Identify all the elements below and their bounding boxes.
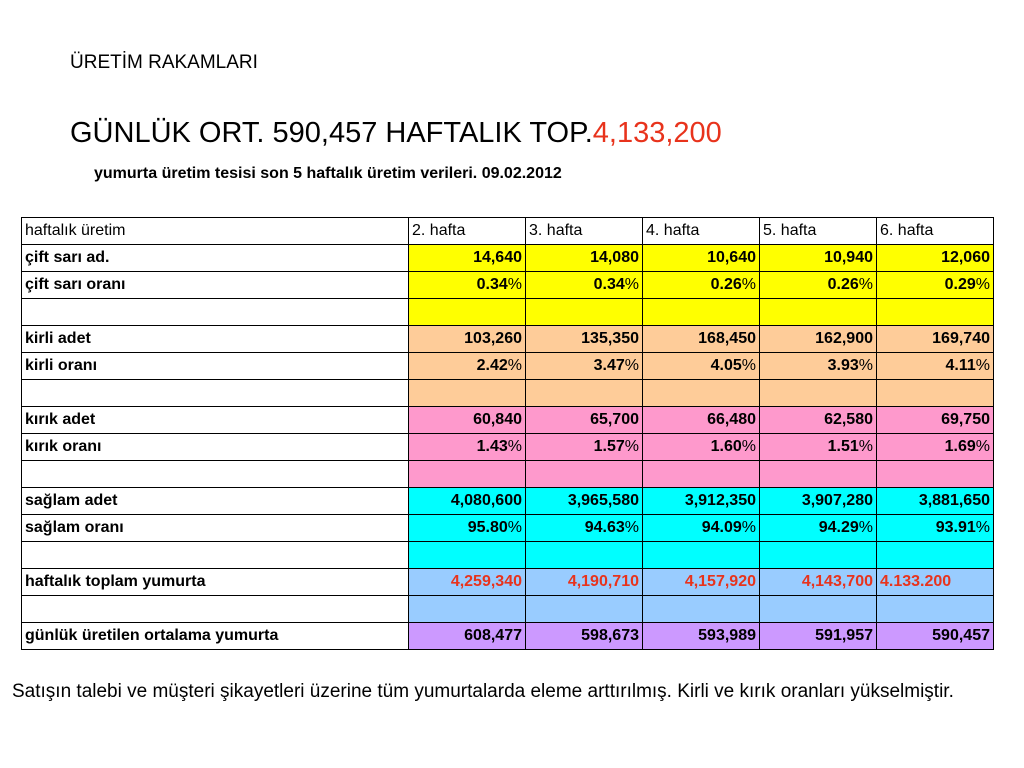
- empty-cell: [643, 299, 760, 326]
- value-text: 60,840: [473, 411, 522, 428]
- spacer-row: [22, 299, 994, 326]
- value-text: 69,750: [941, 411, 990, 428]
- empty-cell: [643, 542, 760, 569]
- value-cell: [526, 488, 643, 515]
- value-text: 4.133.200: [880, 573, 952, 590]
- value-cell: [877, 407, 994, 434]
- row-label: kırık adet: [22, 407, 409, 434]
- value-cell: [643, 353, 760, 380]
- value-cell: [526, 272, 643, 299]
- value-text: 4,259,340: [450, 573, 522, 590]
- spacer-row: [22, 596, 994, 623]
- value-cell: [877, 434, 994, 461]
- value-cell: [643, 515, 760, 542]
- value-text: 4.05: [710, 357, 742, 374]
- header-cell-week: 5. hafta: [760, 218, 877, 245]
- value-cell: [526, 245, 643, 272]
- percent-sign: %: [858, 438, 873, 455]
- value-cell: [526, 515, 643, 542]
- empty-cell: [643, 596, 760, 623]
- empty-cell: [526, 596, 643, 623]
- row-label: kırık oranı: [22, 434, 409, 461]
- value-cell: [643, 488, 760, 515]
- empty-cell: [526, 461, 643, 488]
- empty-cell: [409, 461, 526, 488]
- value-cell: [877, 488, 994, 515]
- value-cell: [760, 326, 877, 353]
- percent-sign: %: [741, 276, 756, 293]
- value-cell: [643, 434, 760, 461]
- empty-cell: [526, 299, 643, 326]
- value-text: 590,457: [932, 627, 990, 644]
- value-text: 1.60: [710, 438, 742, 455]
- value-cell: [760, 488, 877, 515]
- value-cell: [526, 434, 643, 461]
- empty-cell: [760, 461, 877, 488]
- value-cell: [760, 569, 877, 596]
- table-header-row: [22, 218, 994, 245]
- value-text: 4,143,700: [801, 573, 873, 590]
- row-label: çift sarı ad.: [22, 245, 409, 272]
- value-text: 1.43: [476, 438, 508, 455]
- value-text: 4,190,710: [567, 573, 639, 590]
- empty-cell: [22, 299, 409, 326]
- value-text: 1.57: [593, 438, 625, 455]
- value-text: 168,450: [698, 330, 756, 347]
- empty-cell: [760, 299, 877, 326]
- value-text: 3,912,350: [684, 492, 756, 509]
- value-text: 66,480: [707, 411, 756, 428]
- value-text: 12,060: [941, 249, 990, 266]
- table-row-haftalik-toplam: [22, 569, 994, 596]
- value-text: 103,260: [464, 330, 522, 347]
- value-cell: [409, 488, 526, 515]
- percent-sign: %: [741, 519, 756, 536]
- percent-sign: %: [741, 438, 756, 455]
- value-text: 0.34: [593, 276, 625, 293]
- value-cell: [760, 353, 877, 380]
- value-text: 0.26: [710, 276, 742, 293]
- percent-sign: %: [507, 276, 522, 293]
- empty-cell: [877, 596, 994, 623]
- percent-sign: %: [507, 357, 522, 374]
- value-cell: [409, 326, 526, 353]
- value-text: 62,580: [824, 411, 873, 428]
- value-cell: [877, 353, 994, 380]
- value-cell: [526, 569, 643, 596]
- value-text: 0.34: [476, 276, 508, 293]
- value-text: 4,080,600: [450, 492, 522, 509]
- empty-cell: [22, 542, 409, 569]
- value-cell: [643, 407, 760, 434]
- value-cell: [760, 623, 877, 650]
- value-cell: [526, 623, 643, 650]
- value-cell: [760, 245, 877, 272]
- value-text: 591,957: [815, 627, 873, 644]
- value-cell: [760, 515, 877, 542]
- empty-cell: [877, 299, 994, 326]
- value-cell: [643, 272, 760, 299]
- value-cell: [526, 326, 643, 353]
- value-cell: [643, 623, 760, 650]
- value-cell: [877, 326, 994, 353]
- summary-title-main: GÜNLÜK ORT. 590,457 HAFTALIK TOP.: [70, 117, 593, 149]
- table-row-cift-sari-ad: [22, 245, 994, 272]
- value-text: 14,640: [473, 249, 522, 266]
- value-cell: [760, 434, 877, 461]
- value-cell: [877, 569, 994, 596]
- value-text: 593,989: [698, 627, 756, 644]
- percent-sign: %: [975, 519, 990, 536]
- table-row-kirli-orani: [22, 353, 994, 380]
- value-cell: [643, 245, 760, 272]
- empty-cell: [643, 380, 760, 407]
- header-cell-week: 2. hafta: [409, 218, 526, 245]
- percent-sign: %: [624, 276, 639, 293]
- value-text: 3.93: [827, 357, 859, 374]
- percent-sign: %: [975, 276, 990, 293]
- value-text: 608,477: [464, 627, 522, 644]
- summary-title: [70, 117, 722, 150]
- row-label: kirli oranı: [22, 353, 409, 380]
- table-row-kirli-adet: [22, 326, 994, 353]
- table-row-cift-sari-orani: [22, 272, 994, 299]
- value-cell: [760, 272, 877, 299]
- empty-cell: [526, 542, 643, 569]
- footnote: Satışın talebi ve müşteri şikayetleri üzerine tüm yumurtalarda eleme arttırılmış. Kirli ve kırık oranları yükselmiştir.: [12, 681, 954, 702]
- empty-cell: [409, 299, 526, 326]
- percent-sign: %: [624, 438, 639, 455]
- value-text: 4.11: [945, 357, 976, 374]
- percent-sign: %: [858, 276, 873, 293]
- value-cell: [526, 407, 643, 434]
- percent-sign: %: [624, 519, 639, 536]
- row-label: çift sarı oranı: [22, 272, 409, 299]
- summary-title-weekly-total: 4,133,200: [592, 117, 722, 149]
- empty-cell: [22, 461, 409, 488]
- percent-sign: %: [507, 438, 522, 455]
- value-cell: [409, 353, 526, 380]
- value-text: 3.47: [593, 357, 625, 374]
- value-cell: [409, 569, 526, 596]
- table-row-gunluk-ortalama: [22, 623, 994, 650]
- value-text: 93.91: [935, 519, 976, 536]
- value-cell: [409, 515, 526, 542]
- spacer-row: [22, 380, 994, 407]
- value-text: 3,881,650: [918, 492, 990, 509]
- value-cell: [409, 434, 526, 461]
- row-label: günlük üretilen ortalama yumurta: [22, 623, 409, 650]
- row-label: kirli adet: [22, 326, 409, 353]
- value-text: 65,700: [590, 411, 639, 428]
- value-text: 169,740: [932, 330, 990, 347]
- value-text: 1.69: [944, 438, 976, 455]
- value-text: 0.29: [944, 276, 976, 293]
- table-row-kirik-adet: [22, 407, 994, 434]
- header-cell-week: 6. hafta: [877, 218, 994, 245]
- value-cell: [409, 407, 526, 434]
- page-heading: ÜRETİM RAKAMLARI: [70, 52, 258, 73]
- spacer-row: [22, 542, 994, 569]
- value-text: 94.09: [701, 519, 742, 536]
- value-cell: [877, 515, 994, 542]
- empty-cell: [877, 461, 994, 488]
- value-text: 14,080: [590, 249, 639, 266]
- table-row-saglam-orani: [22, 515, 994, 542]
- empty-cell: [643, 461, 760, 488]
- value-cell: [409, 245, 526, 272]
- header-cell-label: haftalık üretim: [22, 218, 409, 245]
- value-cell: [409, 272, 526, 299]
- value-text: 1.51: [827, 438, 859, 455]
- value-text: 3,965,580: [567, 492, 639, 509]
- value-text: 10,940: [824, 249, 873, 266]
- row-label: sağlam adet: [22, 488, 409, 515]
- empty-cell: [760, 596, 877, 623]
- value-text: 10,640: [707, 249, 756, 266]
- value-text: 2.42: [476, 357, 508, 374]
- value-cell: [409, 623, 526, 650]
- value-text: 95.80: [467, 519, 508, 536]
- percent-sign: %: [858, 519, 873, 536]
- value-text: 598,673: [581, 627, 639, 644]
- table-subtitle: yumurta üretim tesisi son 5 haftalık üretim verileri. 09.02.2012: [94, 165, 562, 182]
- value-cell: [877, 623, 994, 650]
- empty-cell: [760, 380, 877, 407]
- value-cell: [643, 326, 760, 353]
- percent-sign: %: [975, 438, 990, 455]
- value-text: 3,907,280: [801, 492, 873, 509]
- empty-cell: [877, 380, 994, 407]
- empty-cell: [526, 380, 643, 407]
- value-cell: [877, 245, 994, 272]
- header-cell-week: 4. hafta: [643, 218, 760, 245]
- percent-sign: %: [624, 357, 639, 374]
- percent-sign: %: [975, 357, 990, 374]
- empty-cell: [877, 542, 994, 569]
- table-row-kirik-orani: [22, 434, 994, 461]
- empty-cell: [760, 542, 877, 569]
- empty-cell: [409, 542, 526, 569]
- value-text: 135,350: [581, 330, 639, 347]
- value-cell: [760, 407, 877, 434]
- value-text: 94.63: [584, 519, 625, 536]
- table-row-saglam-adet: [22, 488, 994, 515]
- value-cell: [526, 353, 643, 380]
- value-cell: [643, 569, 760, 596]
- value-text: 94.29: [818, 519, 859, 536]
- row-label: haftalık toplam yumurta: [22, 569, 409, 596]
- header-cell-week: 3. hafta: [526, 218, 643, 245]
- empty-cell: [409, 596, 526, 623]
- value-text: 162,900: [815, 330, 873, 347]
- production-table: [21, 217, 994, 650]
- empty-cell: [22, 380, 409, 407]
- empty-cell: [22, 596, 409, 623]
- value-cell: [877, 272, 994, 299]
- row-label: sağlam oranı: [22, 515, 409, 542]
- percent-sign: %: [741, 357, 756, 374]
- percent-sign: %: [858, 357, 873, 374]
- spacer-row: [22, 461, 994, 488]
- percent-sign: %: [507, 519, 522, 536]
- value-text: 0.26: [827, 276, 859, 293]
- value-text: 4,157,920: [684, 573, 756, 590]
- empty-cell: [409, 380, 526, 407]
